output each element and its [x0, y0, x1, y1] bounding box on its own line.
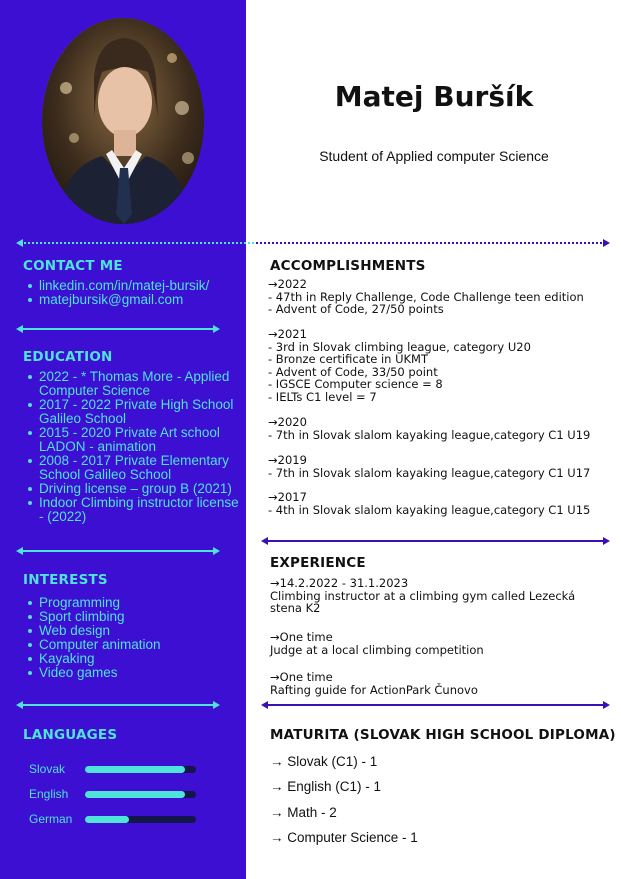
- language-bar-fill: [85, 791, 185, 798]
- list-item: 2017 - 2022 Private High School Galileo School: [22, 398, 244, 426]
- person-subtitle: Student of Applied computer Science: [319, 148, 549, 164]
- language-bar: [85, 766, 196, 773]
- maturita-heading: MATURITA (SLOVAK HIGH SCHOOL DIPLOMA): [270, 727, 616, 743]
- profile-photo: [42, 18, 204, 224]
- maturita-item: → Computer Science - 1: [270, 830, 418, 845]
- language-bar-fill: [85, 816, 129, 823]
- list-item: Computer animation: [22, 638, 244, 652]
- accomplishment-line: - 3rd in Slovak climbing league, category U20: [268, 339, 531, 354]
- language-name: German: [29, 812, 73, 826]
- accomplishment-group-2017: [268, 491, 613, 516]
- email-link[interactable]: matejbursik@gmail.com: [22, 293, 244, 307]
- list-item: Kayaking: [22, 652, 244, 666]
- accomplishment-line: - 4th in Slovak slalom kayaking league,category C1 U15: [268, 502, 591, 517]
- contact-list: [22, 279, 244, 307]
- accomplishment-group-2021: [268, 328, 613, 403]
- experience-item: [270, 671, 605, 696]
- accomplishment-line: - Bronze certificate in UKMT: [268, 352, 428, 366]
- experience-when: →One time: [270, 630, 333, 644]
- sidebar-divider: [16, 325, 221, 335]
- experience-when: →14.2.2022 - 31.1.2023: [270, 576, 409, 590]
- list-item: Indoor Climbing instructor license - (2022): [22, 496, 244, 524]
- language-german: [29, 812, 199, 826]
- sidebar-divider: [16, 547, 221, 557]
- languages-heading: LANGUAGES: [23, 727, 118, 743]
- accomplishments-heading: ACCOMPLISHMENTS: [270, 258, 426, 274]
- list-item: Web design: [22, 624, 244, 638]
- maturita-item: → English (C1) - 1: [270, 779, 382, 794]
- interests-list: [22, 596, 244, 680]
- education-heading: EDUCATION: [23, 349, 113, 365]
- accomplishment-line: - IGSCE Computer science = 8: [268, 377, 443, 391]
- main-divider: [261, 701, 611, 711]
- accomplishment-group-2019: [268, 454, 613, 479]
- experience-desc: Rafting guide for ActionPark Čunovo: [270, 682, 478, 697]
- accomplishment-line: - 47th in Reply Challenge, Code Challenge teen edition: [268, 289, 584, 304]
- accomplishment-year: →2022: [268, 277, 307, 291]
- language-name: English: [29, 787, 69, 801]
- header-divider: [16, 239, 612, 249]
- education-list: [22, 370, 244, 524]
- list-item: Sport climbing: [22, 610, 244, 624]
- list-item: 2022 - * Thomas More - Applied Computer Science: [22, 370, 244, 398]
- list-item: 2008 - 2017 Private Elementary School Galileo School: [22, 454, 244, 482]
- accomplishment-group-2022: [268, 278, 613, 316]
- accomplishment-line: - Advent of Code, 33/50 point: [268, 364, 438, 379]
- accomplishment-line: - 7th in Slovak slalom kayaking league,category C1 U19: [268, 427, 591, 442]
- accomplishment-group-2020: [268, 416, 613, 441]
- accomplishment-line: - 7th in Slovak slalom kayaking league,category C1 U17: [268, 465, 591, 480]
- list-item: 2015 - 2020 Private Art school LADON - animation: [22, 426, 244, 454]
- person-name: Matej Buršík: [334, 80, 534, 113]
- language-bar: [85, 816, 196, 823]
- list-item: Programming: [22, 596, 244, 610]
- maturita-item: → Slovak (C1) - 1: [270, 754, 378, 769]
- language-bar: [85, 791, 196, 798]
- main-divider: [261, 537, 611, 547]
- experience-heading: EXPERIENCE: [270, 555, 366, 571]
- experience-item: [270, 577, 605, 615]
- experience-item: [270, 631, 605, 656]
- linkedin-link[interactable]: linkedin.com/in/matej-bursik/: [22, 279, 244, 293]
- sidebar: [0, 0, 246, 879]
- language-bar-fill: [85, 766, 185, 773]
- accomplishment-year: →2017: [268, 490, 307, 504]
- language-name: Slovak: [29, 762, 66, 776]
- accomplishment-line: - IELTs C1 level = 7: [268, 389, 377, 404]
- experience-when: →One time: [270, 670, 333, 684]
- maturita-item: → Math - 2: [270, 805, 337, 820]
- accomplishment-line: - Advent of Code, 27/50 points: [268, 302, 444, 316]
- language-english: [29, 787, 199, 801]
- contact-heading: CONTACT ME: [23, 258, 123, 274]
- list-item: Video games: [22, 666, 244, 680]
- list-item: Driving license – group B (2021): [22, 482, 244, 496]
- accomplishment-year: →2019: [268, 453, 307, 467]
- language-slovak: [29, 762, 199, 776]
- experience-desc: Climbing instructor at a climbing gym called Lezecká stena K2: [270, 588, 576, 615]
- accomplishment-year: →2021: [268, 327, 307, 341]
- interests-heading: INTERESTS: [23, 572, 108, 588]
- accomplishment-year: →2020: [268, 415, 307, 429]
- sidebar-divider: [16, 701, 221, 711]
- experience-desc: Judge at a local climbing competition: [270, 642, 484, 657]
